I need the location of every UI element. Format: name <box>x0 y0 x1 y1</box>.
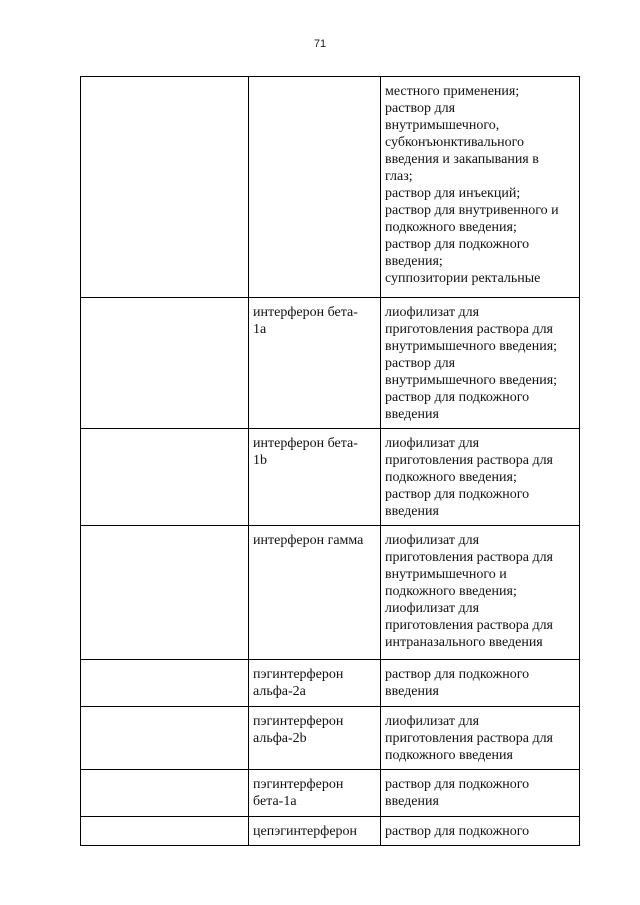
cell-dosage-forms <box>381 526 580 660</box>
cell-code <box>81 707 249 770</box>
cell-text-line: введения <box>385 407 439 422</box>
cell-code <box>81 817 249 846</box>
cell-dosage-forms <box>381 298 580 429</box>
cell-text-line: бета-1a <box>253 794 297 809</box>
drug-table <box>80 76 580 846</box>
cell-text-line: цепэгинтерферон <box>253 824 358 839</box>
cell-text-line: интерферон бета- <box>253 305 358 320</box>
cell-text-line: раствор для подкожного <box>385 237 530 252</box>
table-row <box>81 817 580 846</box>
cell-text-line: раствор для подкожного <box>385 390 530 405</box>
cell-text-line: интерферон бета- <box>253 436 358 451</box>
cell-dosage-forms <box>381 429 580 526</box>
cell-text-line: пэгинтерферон <box>253 777 344 792</box>
cell-substance <box>249 707 381 770</box>
cell-code <box>81 770 249 817</box>
cell-code <box>81 298 249 429</box>
table-row <box>81 298 580 429</box>
cell-text-line: раствор для подкожного <box>385 777 530 792</box>
cell-text-line: приготовления раствора для <box>385 322 553 337</box>
cell-dosage-forms <box>381 817 580 846</box>
cell-substance <box>249 526 381 660</box>
cell-text-line: введения; <box>385 254 443 269</box>
cell-dosage-forms <box>381 707 580 770</box>
cell-text-line: суппозитории ректальные <box>385 271 541 286</box>
cell-text-line: раствор для подкожного <box>385 824 530 839</box>
cell-dosage-forms <box>381 77 580 298</box>
cell-text-line: раствор для подкожного <box>385 487 530 502</box>
cell-substance <box>249 817 381 846</box>
cell-text-line: пэгинтерферон <box>253 714 344 729</box>
cell-text-line: внутримышечного и <box>385 567 507 582</box>
cell-text-line: внутримышечного, <box>385 118 500 133</box>
cell-text-line: лиофилизат для <box>385 601 480 616</box>
cell-text-line: раствор для подкожного <box>385 667 530 682</box>
cell-text-line: подкожного введения; <box>385 470 517 485</box>
cell-text-line: пэгинтерферон <box>253 667 344 682</box>
table-row <box>81 77 580 298</box>
cell-code <box>81 77 249 298</box>
cell-text-line: введения <box>385 794 439 809</box>
cell-text-line: раствор для внутривенного и <box>385 203 559 218</box>
page-number: 71 <box>313 38 327 50</box>
cell-text-line: 1a <box>253 322 267 337</box>
cell-text-line: приготовления раствора для <box>385 453 553 468</box>
cell-substance <box>249 429 381 526</box>
cell-text-line: раствор для <box>385 101 456 116</box>
cell-substance <box>249 660 381 707</box>
cell-text-line: введения <box>385 504 439 519</box>
cell-text-line: местного применения; <box>385 84 520 99</box>
cell-text-line: лиофилизат для <box>385 436 480 451</box>
cell-substance <box>249 298 381 429</box>
drug-table-body <box>81 77 580 846</box>
cell-text-line: 1b <box>253 453 267 468</box>
cell-substance <box>249 770 381 817</box>
cell-text-line: лиофилизат для <box>385 533 480 548</box>
cell-substance <box>249 77 381 298</box>
cell-text-line: введения и закапывания в <box>385 152 539 167</box>
cell-text-line: приготовления раствора для <box>385 550 553 565</box>
cell-text-line: раствор для инъекций; <box>385 186 521 201</box>
cell-text-line: альфа-2a <box>253 684 306 699</box>
cell-text-line: приготовления раствора для <box>385 731 553 746</box>
table-row <box>81 526 580 660</box>
cell-text-line: интерферон гамма <box>253 533 364 548</box>
cell-text-line: лиофилизат для <box>385 714 480 729</box>
table-row <box>81 707 580 770</box>
cell-text-line: подкожного введения; <box>385 220 517 235</box>
table-row <box>81 770 580 817</box>
cell-text-line: субконъюнктивального <box>385 135 524 150</box>
cell-code <box>81 429 249 526</box>
cell-text-line: глаз; <box>385 169 413 184</box>
table-row <box>81 660 580 707</box>
cell-text-line: внутримышечного введения; <box>385 339 558 354</box>
cell-text-line: подкожного введения; <box>385 584 517 599</box>
cell-text-line: введения <box>385 684 439 699</box>
cell-text-line: раствор для <box>385 356 456 371</box>
cell-text-line: интраназального введения <box>385 635 543 650</box>
cell-text-line: лиофилизат для <box>385 305 480 320</box>
cell-text-line: альфа-2b <box>253 731 307 746</box>
cell-dosage-forms <box>381 770 580 817</box>
cell-text-line: внутримышечного введения; <box>385 373 558 388</box>
cell-text-line: подкожного введения <box>385 748 513 763</box>
cell-code <box>81 526 249 660</box>
table-row <box>81 429 580 526</box>
cell-code <box>81 660 249 707</box>
cell-text-line: приготовления раствора для <box>385 618 553 633</box>
cell-dosage-forms <box>381 660 580 707</box>
